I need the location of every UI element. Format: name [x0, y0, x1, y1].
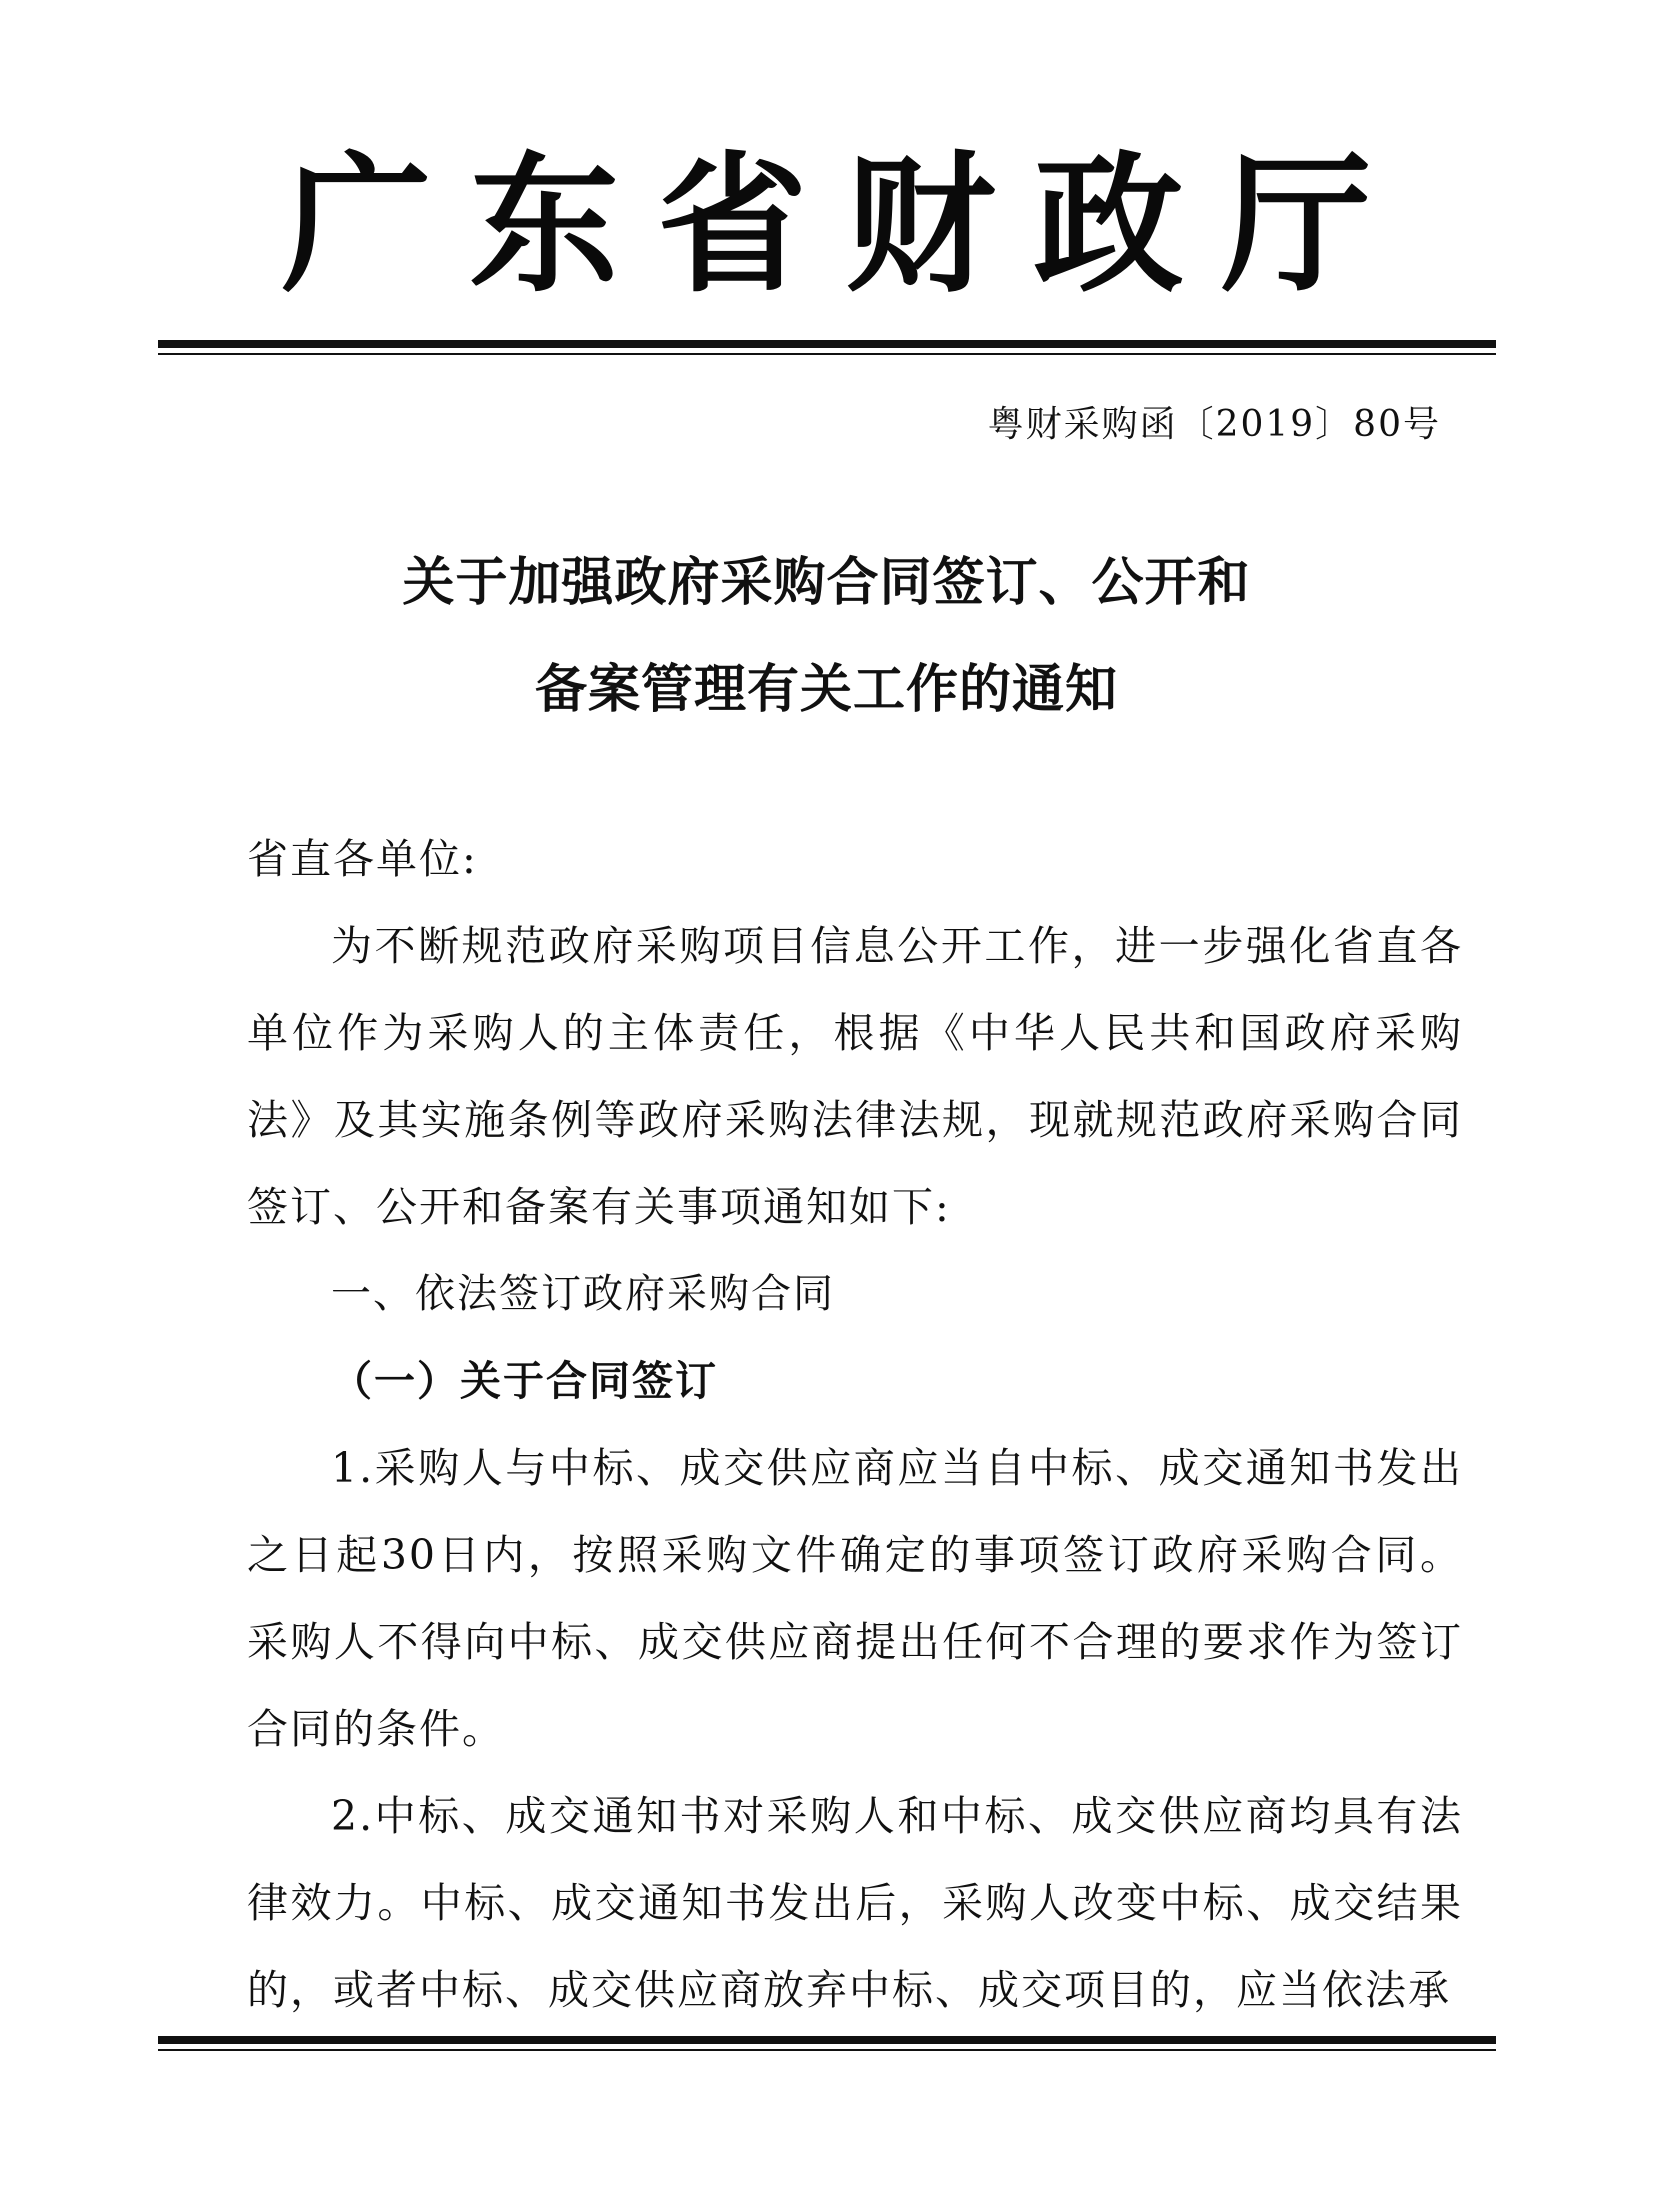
footer-divider-thin: [158, 2049, 1496, 2051]
section-heading: 一、依法签订政府采购合同: [331, 1271, 835, 1317]
header-divider-thick: [158, 340, 1496, 348]
header-divider: [158, 340, 1496, 355]
item-paragraph-2: 2.中标、成交通知书对采购人和中标、成交供应商均具有法律效力。中标、成交通知书发出后，采购人改变中标、成交结果的，或者中标、成交供应商放弃中标、成交项目的，应当依法承: [247, 1792, 1463, 2014]
agency-header: 广东省财政厅: [281, 137, 1410, 313]
addressee: [247, 816, 1463, 903]
document-title-line2: 备案管理有关工作的通知: [534, 659, 1118, 720]
footer-divider-thick: [158, 2036, 1496, 2044]
document-body: [247, 903, 1463, 2034]
document-title-line1: 关于加强政府采购合同签订、公开和: [402, 552, 1251, 613]
document-number: 粤财采购函〔2019〕80号: [987, 404, 1441, 445]
footer-divider: [158, 2036, 1496, 2051]
item-paragraph-1: 1.采购人与中标、成交供应商应当自中标、成交通知书发出之日起30日内，按照采购文件确定的事项签订政府采购合同。采购人不得向中标、成交供应商提出任何不合理的要求作为签订合同的条件。: [247, 1444, 1463, 1753]
subsection-heading: （一）关于合同签订: [331, 1357, 718, 1405]
header-divider-thin: [158, 353, 1496, 355]
addressee-text: 省直各单位:: [247, 835, 478, 883]
intro-paragraph: 为不断规范政府采购项目信息公开工作，进一步强化省直各单位作为采购人的主体责任，根据《中华人民共和国政府采购法》及其实施条例等政府采购法律法规，现就规范政府采购合同签订、公开和备案有关事项通知如下:: [247, 922, 1463, 1231]
